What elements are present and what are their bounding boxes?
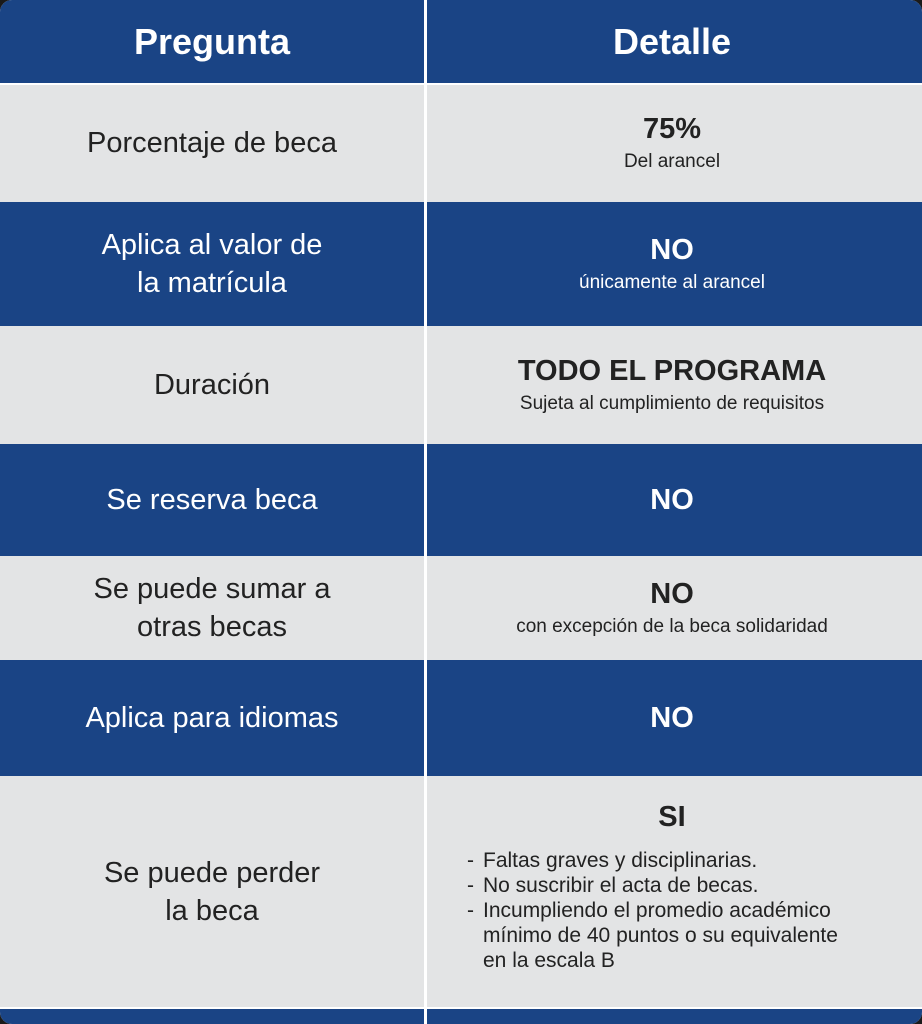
row-detail	[424, 776, 920, 1008]
table-row	[0, 556, 922, 660]
row-detail	[424, 660, 920, 776]
detail-sub: Del arancel	[623, 151, 721, 172]
row-divider	[0, 83, 922, 85]
detail-sub: con excepción de la beca solidaridad	[516, 616, 828, 637]
row-question: Aplica al valor de la matrícula	[101, 229, 323, 299]
detail-sub: únicamente al arancel	[579, 272, 765, 293]
table-header	[0, 0, 922, 84]
table-row	[0, 202, 922, 326]
row-question: Se puede perder la beca	[103, 857, 321, 927]
header-question: Pregunta	[133, 21, 291, 62]
detail-main: 75%	[642, 113, 702, 145]
detail-main: SI	[658, 801, 686, 833]
list-item: - Incumpliendo el promedio académico mínimo de 40 puntos o su equivalente en la escala B	[467, 898, 877, 973]
column-divider	[424, 0, 427, 1024]
row-detail	[424, 556, 920, 660]
row-question: Duración	[153, 369, 271, 401]
detail-main: NO	[650, 702, 694, 734]
row-question: Aplica para idiomas	[85, 702, 339, 734]
table-row	[0, 326, 922, 444]
row-divider	[0, 1007, 922, 1009]
detail-main: NO	[650, 484, 694, 516]
row-question: Se reserva beca	[106, 484, 318, 516]
detail-main: TODO EL PROGRAMA	[517, 355, 827, 387]
loss-conditions-list	[467, 848, 877, 973]
detail-main: NO	[650, 234, 694, 266]
row-question: Se puede sumar a otras becas	[93, 573, 331, 643]
list-item: - No suscribir el acta de becas.	[467, 873, 877, 898]
table-row	[0, 660, 922, 776]
table-row	[0, 444, 922, 556]
row-question: Porcentaje de beca	[87, 127, 337, 159]
row-detail	[424, 84, 920, 202]
row-detail	[424, 326, 920, 444]
table-row-partial	[0, 1008, 922, 1024]
table-row	[0, 776, 922, 1008]
header-detail: Detalle	[612, 21, 732, 62]
detail-main: NO	[650, 578, 694, 610]
detail-sub: Sujeta al cumplimiento de requisitos	[519, 393, 825, 414]
row-detail	[424, 444, 920, 556]
row-detail	[424, 202, 920, 326]
table-row	[0, 84, 922, 202]
list-item: - Faltas graves y disciplinarias.	[467, 848, 877, 873]
